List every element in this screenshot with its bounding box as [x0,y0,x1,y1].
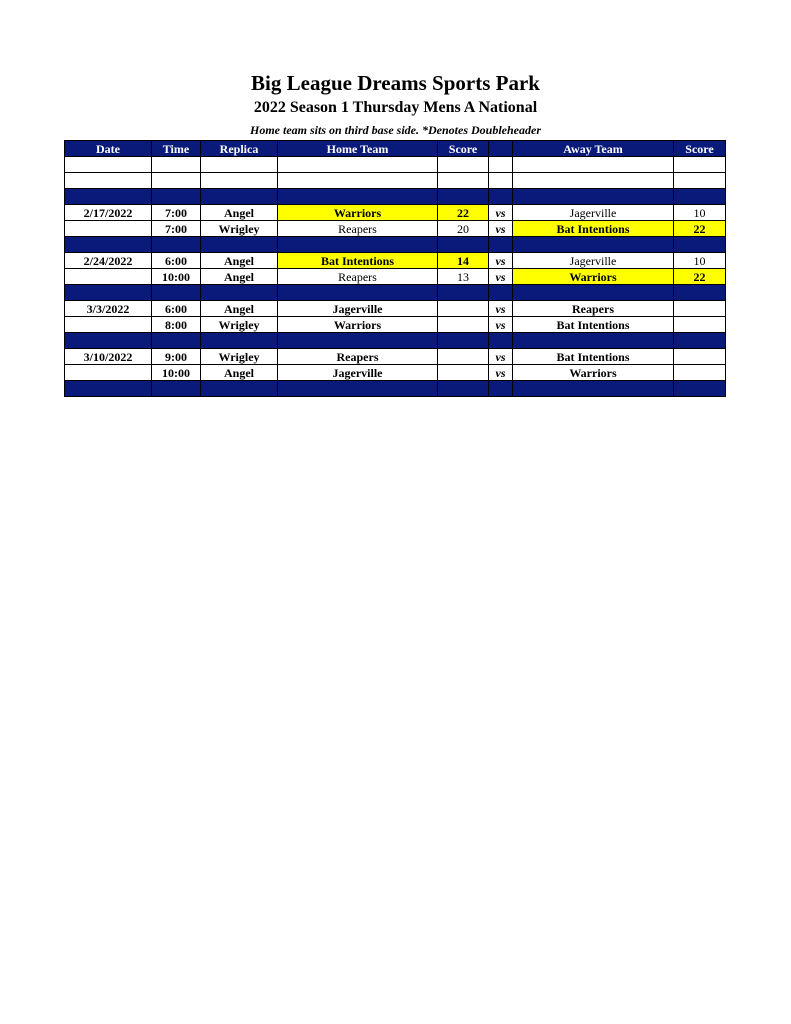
away-team: Warriors [513,365,674,381]
game-date [65,365,152,381]
home-team: Reapers [278,349,438,365]
away-score: 10 [674,205,726,221]
home-team: Bat Intentions [278,253,438,269]
away-score [674,349,726,365]
home-score: 14 [438,253,489,269]
blank-row [65,157,726,173]
game-time: 6:00 [152,301,201,317]
game-row [65,205,726,221]
season-subtitle: 2022 Season 1 Thursday Mens A National [253,99,538,116]
vs-label: vs [489,349,513,365]
vs-label: vs [489,221,513,237]
col-vs [489,141,513,157]
away-score [674,317,726,333]
game-time: 6:00 [152,253,201,269]
home-score [438,349,489,365]
home-score [438,301,489,317]
separator-row [65,381,726,397]
home-score [438,317,489,333]
game-row [65,221,726,237]
col-away-team: Away Team [513,141,674,157]
vs-label: vs [489,301,513,317]
away-team: Bat Intentions [513,349,674,365]
game-replica: Angel [201,301,278,317]
game-replica: Wrigley [201,349,278,365]
schedule-note: Home team sits on third base side. *Denotes Doubleheader [250,123,541,137]
home-team: Jagerville [278,365,438,381]
game-row [65,269,726,285]
col-home-team: Home Team [278,141,438,157]
game-time: 7:00 [152,205,201,221]
game-replica: Angel [201,269,278,285]
game-date [65,317,152,333]
home-score [438,365,489,381]
col-replica: Replica [201,141,278,157]
home-team: Warriors [278,205,438,221]
game-replica: Angel [201,253,278,269]
page-title: Big League Dreams Sports Park [251,71,540,95]
game-date [65,269,152,285]
game-date: 3/10/2022 [65,349,152,365]
separator-row [65,285,726,301]
vs-label: vs [489,205,513,221]
away-score: 22 [674,269,726,285]
game-row [65,365,726,381]
game-time: 9:00 [152,349,201,365]
game-replica: Angel [201,205,278,221]
game-replica: Wrigley [201,221,278,237]
away-team: Bat Intentions [513,317,674,333]
game-row [65,301,726,317]
game-time: 10:00 [152,365,201,381]
home-team: Jagerville [278,301,438,317]
away-score [674,365,726,381]
col-away-score: Score [674,141,726,157]
away-score: 22 [674,221,726,237]
vs-label: vs [489,317,513,333]
game-time: 10:00 [152,269,201,285]
home-team: Warriors [278,317,438,333]
col-home-score: Score [438,141,489,157]
col-time: Time [152,141,201,157]
home-team: Reapers [278,221,438,237]
vs-label: vs [489,253,513,269]
game-row [65,317,726,333]
away-team: Bat Intentions [513,221,674,237]
away-score: 10 [674,253,726,269]
header-row [65,141,726,157]
separator-row [65,237,726,253]
game-time: 7:00 [152,221,201,237]
game-time: 8:00 [152,317,201,333]
game-row [65,349,726,365]
separator-row [65,333,726,349]
home-score: 13 [438,269,489,285]
away-team: Jagerville [513,205,674,221]
blank-row [65,173,726,189]
away-score [674,301,726,317]
game-date: 3/3/2022 [65,301,152,317]
game-replica: Angel [201,365,278,381]
col-date: Date [65,141,152,157]
game-date [65,221,152,237]
game-row [65,253,726,269]
home-score: 20 [438,221,489,237]
game-date: 2/24/2022 [65,253,152,269]
home-team: Reapers [278,269,438,285]
separator-row [65,189,726,205]
game-date: 2/17/2022 [65,205,152,221]
home-score: 22 [438,205,489,221]
game-replica: Wrigley [201,317,278,333]
vs-label: vs [489,365,513,381]
vs-label: vs [489,269,513,285]
schedule-table [64,140,726,397]
away-team: Jagerville [513,253,674,269]
away-team: Warriors [513,269,674,285]
away-team: Reapers [513,301,674,317]
